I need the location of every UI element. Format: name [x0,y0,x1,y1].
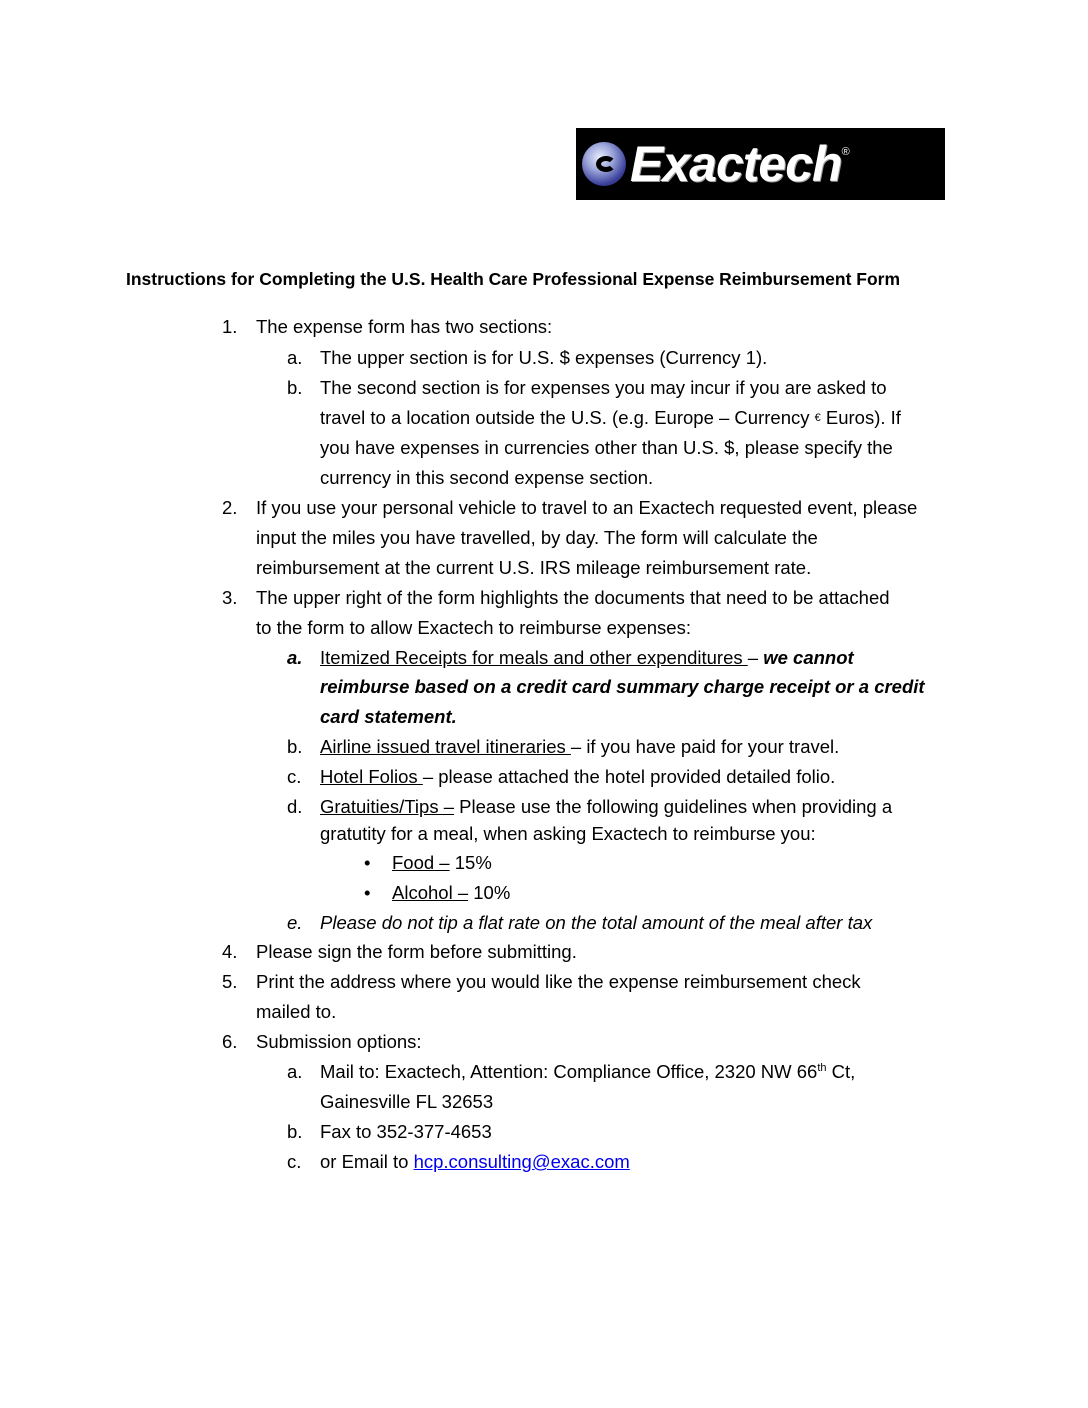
item-3a-line-2: reimburse based on a credit card summary charge receipt or a credit [320,676,925,697]
item-6a-line-2: Gainesville FL 32653 [320,1091,494,1112]
item-5-line-1: Print the address where you would like the expense reimbursement check [256,971,861,992]
bullet-icon: • [364,882,371,903]
exactech-logo [576,128,945,200]
item-3a-line-1: Itemized Receipts for meals and other expenditures – we cannot [320,647,854,668]
gratuity-alcohol: Alcohol – 10% [392,882,511,903]
item-3a-mark: a. [287,647,303,668]
item-3-line-2: to the form to allow Exactech to reimburse expenses: [256,617,691,638]
item-3b-text: Airline issued travel itineraries – if you have paid for your travel. [320,736,840,757]
item-6b-mark: b. [287,1121,303,1142]
item-6c-text: or Email to hcp.consulting@exac.com [320,1151,630,1172]
item-2-line-2: input the miles you have travelled, by day. The form will calculate the [256,527,818,548]
item-3-number: 3. [222,587,238,608]
item-6-text: Submission options: [256,1031,422,1052]
item-4-number: 4. [222,941,238,962]
item-1b-line-3: you have expenses in currencies other than U.S. $, please specify the [320,437,893,458]
logo-wordmark: Exactech [630,136,842,192]
item-3d-mark: d. [287,796,303,817]
item-1-text: The expense form has two sections: [256,316,553,337]
item-5-line-2: mailed to. [256,1001,337,1022]
item-1b-line-4: currency in this second expense section. [320,467,654,488]
item-1a-mark: a. [287,347,303,368]
email-link[interactable]: hcp.consulting@exac.com [413,1151,630,1172]
item-6c-mark: c. [287,1151,302,1172]
item-6b-text: Fax to 352-377-4653 [320,1121,492,1142]
item-1a-text: The upper section is for U.S. $ expenses (Currency 1). [320,347,768,368]
item-3b-mark: b. [287,736,303,757]
item-1b-mark: b. [287,377,303,398]
item-6-number: 6. [222,1031,238,1052]
item-3c-mark: c. [287,766,302,787]
exactech-logo-icon [582,142,626,186]
item-1-number: 1. [222,316,238,337]
item-3e-text: Please do not tip a flat rate on the total amount of the meal after tax [320,912,873,933]
item-2-line-3: reimbursement at the current U.S. IRS mileage reimbursement rate. [256,557,812,578]
item-3a-line-3: card statement. [320,706,457,727]
item-5-number: 5. [222,971,238,992]
registered-mark: ® [841,146,850,158]
item-3c-text: Hotel Folios – please attached the hotel provided detailed folio. [320,766,836,787]
item-1b-line-2: travel to a location outside the U.S. (e.g. Europe – Currency € Euros). If [320,407,901,428]
euro-symbol: € [814,412,821,424]
bullet-icon: • [364,852,371,873]
page-title: Instructions for Completing the U.S. Health Care Professional Expense Reimbursement Form [126,269,901,289]
gratuity-food: Food – 15% [392,852,492,873]
item-3e-mark: e. [287,912,303,933]
item-3d-line-1: Gratuities/Tips – Please use the following guidelines when providing a [320,796,893,817]
item-6a-line-1: Mail to: Exactech, Attention: Compliance Office, 2320 NW 66th Ct, [320,1061,856,1082]
item-2-line-1: If you use your personal vehicle to travel to an Exactech requested event, please [256,497,918,518]
item-3d-line-2: gratutity for a meal, when asking Exactech to reimburse you: [320,823,816,844]
item-6a-mark: a. [287,1061,303,1082]
item-3-line-1: The upper right of the form highlights the documents that need to be attached [256,587,890,608]
item-1b-line-1: The second section is for expenses you may incur if you are asked to [320,377,887,398]
item-2-number: 2. [222,497,238,518]
item-4-text: Please sign the form before submitting. [256,941,577,962]
